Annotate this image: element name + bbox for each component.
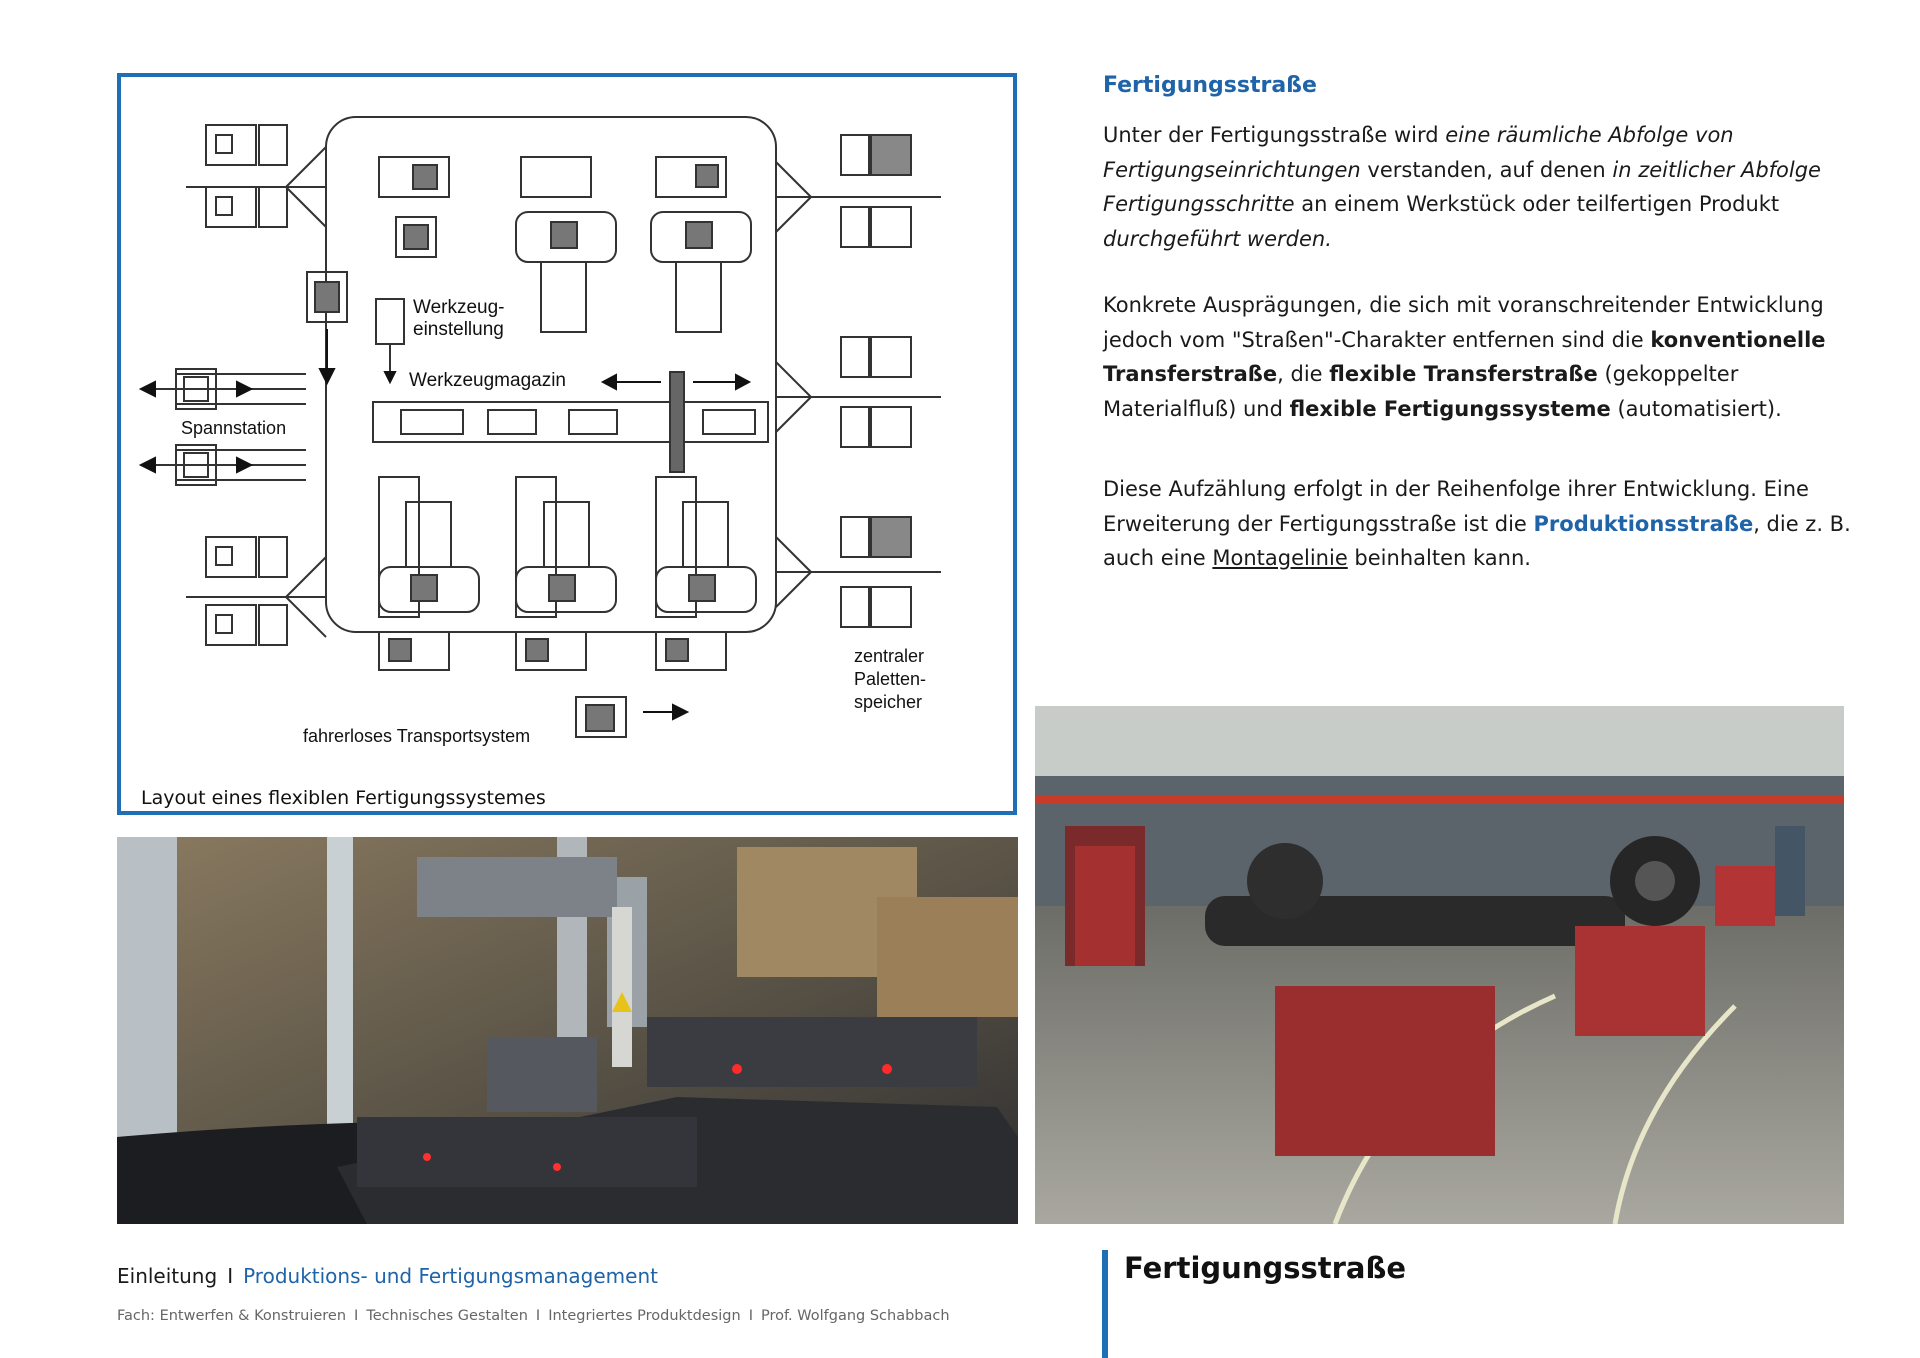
figure-caption: Layout eines flexiblen Fertigungssystemes (141, 787, 546, 809)
label-speicher-1: zentraler (854, 646, 925, 666)
fms-layout-diagram (121, 77, 1013, 811)
photo-production-hall (1035, 706, 1844, 1224)
breadcrumb (117, 1264, 658, 1288)
paragraph-order: Diese Aufzählung erfolgt in der Reihenfolge ihrer Entwicklung. Eine Erweiterung der Fertigungsstraße ist die Produktionsstraße, die z. B. auch eine Montagelinie beinhalten kann. (1103, 477, 1851, 570)
label-werkzeug-2: einstellung (413, 319, 504, 340)
label-werkzeug-1: Werkzeug- (413, 297, 505, 318)
section-accent-bar (1102, 1250, 1108, 1358)
photo-transfer-track (117, 837, 1018, 1224)
label-werkzeugmagazin: Werkzeugmagazin (409, 370, 567, 391)
paragraph-variants: Konkrete Ausprägungen, die sich mit voranschreitender Entwicklung jedoch vom "Straßen"-Charakter entfernen sind die konventionelle Transferstraße, die flexible Transferstraße (gekoppelter Materialfluß) und flexible Fertigungssysteme (automatisiert). (1103, 293, 1826, 421)
fms-layout-figure (117, 73, 1017, 815)
link-montagelinie[interactable]: Montagelinie (1212, 546, 1348, 570)
link-produktionsstrasse[interactable]: Produktionsstraße (1533, 511, 1754, 536)
section-title: Fertigungsstraße (1124, 1251, 1406, 1285)
label-transportsystem: fahrerloses Transportsystem (303, 726, 531, 746)
label-spannstation: Spannstation (181, 418, 287, 438)
paragraph-definition: Unter der Fertigungsstraße wird eine räumliche Abfolge von Fertigungseinrichtungen verstanden, auf denen in zeitlicher Abfolge Fertigungsschritte an einem Werkstück oder teilfertigen Produkt durchgeführt werden. (1103, 123, 1821, 251)
breadcrumb-einleitung[interactable]: Einleitung (117, 1264, 218, 1288)
article-heading: Fertigungsstraße (1103, 73, 1317, 98)
course-info: Fach: Entwerfen & Konstruieren I Technisches Gestalten I Integriertes Produktdesign I Prof. Wolfgang Schabbach (117, 1308, 950, 1324)
label-speicher-3: speicher (854, 692, 923, 712)
breadcrumb-produktionsmanagement[interactable]: Produktions- und Fertigungsmanagement (243, 1264, 658, 1288)
label-speicher-2: Paletten- (854, 669, 927, 689)
breadcrumb-separator: I (227, 1264, 234, 1288)
